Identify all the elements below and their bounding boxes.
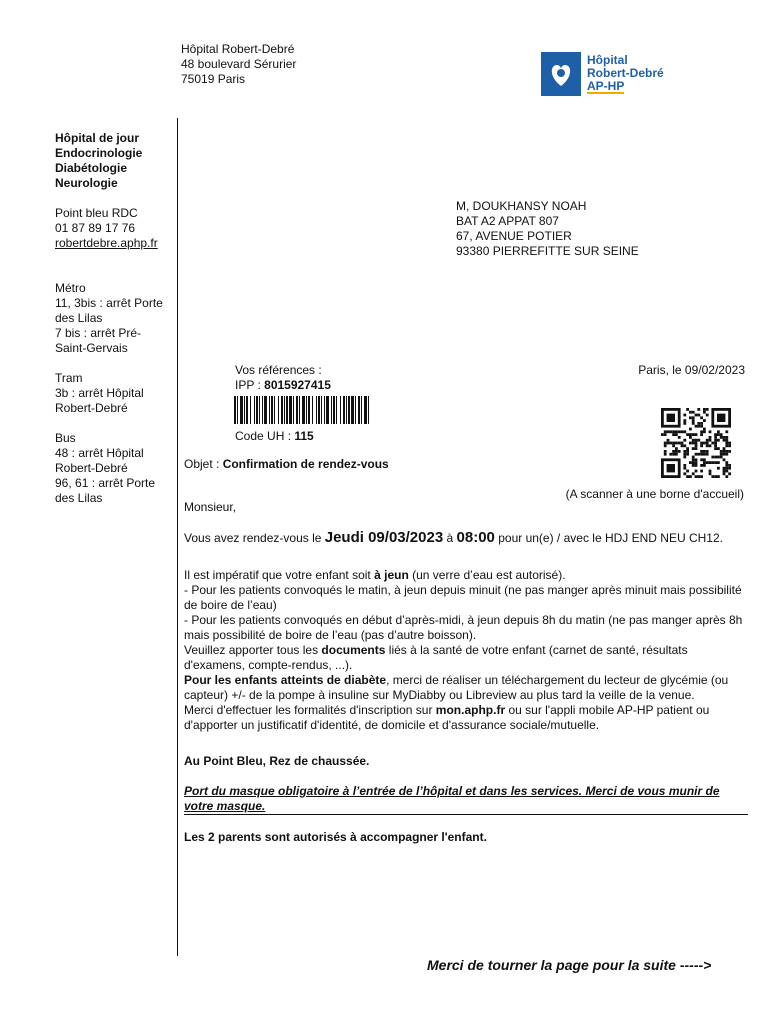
hospital-street: 48 boulevard Sérurier [181, 57, 297, 71]
barcode-icon [234, 396, 370, 424]
patient-building: BAT A2 APPAT 807 [456, 214, 559, 228]
hospital-address [181, 42, 296, 87]
logo-line-3: AP-HP [587, 79, 625, 93]
salutation: Monsieur, [184, 500, 237, 514]
logo-line-2: Robert-Debré [587, 66, 664, 80]
service-1: Hôpital de jour [55, 131, 139, 145]
patient-city: 93380 PIERREFITTE SUR SEINE [456, 244, 639, 258]
sidebar-divider [177, 118, 178, 956]
ipp-label: IPP : [235, 378, 265, 392]
ipp-value: 8015927415 [264, 378, 331, 392]
logo-heart-icon [541, 52, 581, 96]
metro-label: Métro [55, 281, 86, 295]
phone: 01 87 89 17 76 [55, 221, 136, 235]
qr-caption: (A scanner à une borne d'accueil) [565, 487, 744, 501]
code-uh-value: 115 [294, 429, 314, 443]
bus-line-1: 48 : arrêt Hôpital [55, 446, 144, 460]
diabetes-paragraph: Pour les enfants atteints de diabète, merci de réaliser un téléchargement du lecteur de glycémie (ou capteur) +/- de la pompe à insuline sur MyDiabby ou Libreview au plus tard la veille de la venue. [184, 673, 729, 702]
afternoon-paragraph: - Pour les patients convoqués en début d’après-midi, à jeun depuis 8h du matin (ne pas manger après 8h mais possibilité de boire de l’eau (pas d’autre boisson). [184, 613, 743, 642]
appointment-suffix: pour un(e) / avec le HDJ END NEU CH12. [494, 531, 723, 545]
metro-line-1: 11, 3bis : arrêt Porte [55, 296, 163, 310]
code-uh [235, 429, 314, 444]
tram-label: Tram [55, 371, 83, 385]
appointment-paragraph [184, 530, 746, 546]
references-label: Vos références : [235, 363, 322, 377]
hospital-city: 75019 Paris [181, 72, 246, 86]
references [235, 363, 331, 393]
turn-page-note: Merci de tourner la page pour la suite -----> [427, 957, 712, 973]
subject-label: Objet : [184, 457, 223, 471]
mask-notice: Port du masque obligatoire à l’entrée de l’hôpital et dans les services. Merci de vous munir de votre masque. [184, 784, 748, 815]
appointment-date: Jeudi 09/03/2023 [324, 529, 444, 546]
location: Point bleu RDC [55, 206, 138, 220]
formalities-paragraph: Merci d'effectuer les formalités d'inscription sur mon.aphp.fr ou sur l'appli mobile AP-HP patient ou d'apporter un justificatif d'identité, de domicile et d'assurance sociale/mutuelle. [184, 703, 710, 732]
parents-note: Les 2 parents sont autorisés à accompagner l'enfant. [184, 830, 487, 844]
patient-address [456, 199, 639, 259]
metro-line-4: Saint-Gervais [55, 341, 128, 355]
bus-line-4: des Lilas [55, 491, 103, 505]
appointment-mid: à [443, 531, 457, 545]
appointment-time: 08:00 [456, 529, 495, 546]
morning-paragraph: - Pour les patients convoqués le matin, à jeun depuis minuit (ne pas manger après minuit mais possibilité de boire de l’eau) [184, 583, 742, 612]
bus-line-2: Robert-Debré [55, 461, 128, 475]
code-uh-label: Code UH : [235, 429, 295, 443]
tram-line-2: Robert-Debré [55, 401, 128, 415]
patient-name: M, DOUKHANSY NOAH [456, 199, 587, 213]
fasting-paragraph: Il est impératif que votre enfant soit à jeun (un verre d’eau est autorisé). [184, 568, 566, 582]
patient-street: 67, AVENUE POTIER [456, 229, 572, 243]
bus-label: Bus [55, 431, 76, 445]
hospital-name: Hôpital Robert-Debré [181, 42, 295, 56]
documents-paragraph: Veuillez apporter tous les documents liés à la santé de votre enfant (carnet de santé, résultats d'examens, compte-rendus, ...). [184, 643, 688, 672]
point-bleu-note: Au Point Bleu, Rez de chaussée. [184, 754, 370, 768]
subject-line [184, 457, 389, 472]
subject-value: Confirmation de rendez-vous [222, 457, 389, 471]
hospital-logo [541, 52, 717, 100]
logo-line-1: Hôpital [587, 53, 628, 67]
service-4: Neurologie [55, 176, 118, 190]
service-2: Endocrinologie [55, 146, 143, 160]
tram-line-1: 3b : arrêt Hôpital [55, 386, 144, 400]
appointment-prefix: Vous avez rendez-vous le [184, 531, 325, 545]
instructions [184, 568, 746, 733]
date-line: Paris, le 09/02/2023 [638, 363, 745, 377]
bus-line-3: 96, 61 : arrêt Porte [55, 476, 156, 490]
website-link[interactable]: robertdebre.aphp.fr [55, 236, 158, 250]
qr-code-icon [658, 408, 734, 478]
metro-line-3: 7 bis : arrêt Pré- [55, 326, 142, 340]
sidebar [55, 131, 173, 506]
metro-line-2: des Lilas [55, 311, 103, 325]
service-3: Diabétologie [55, 161, 128, 175]
